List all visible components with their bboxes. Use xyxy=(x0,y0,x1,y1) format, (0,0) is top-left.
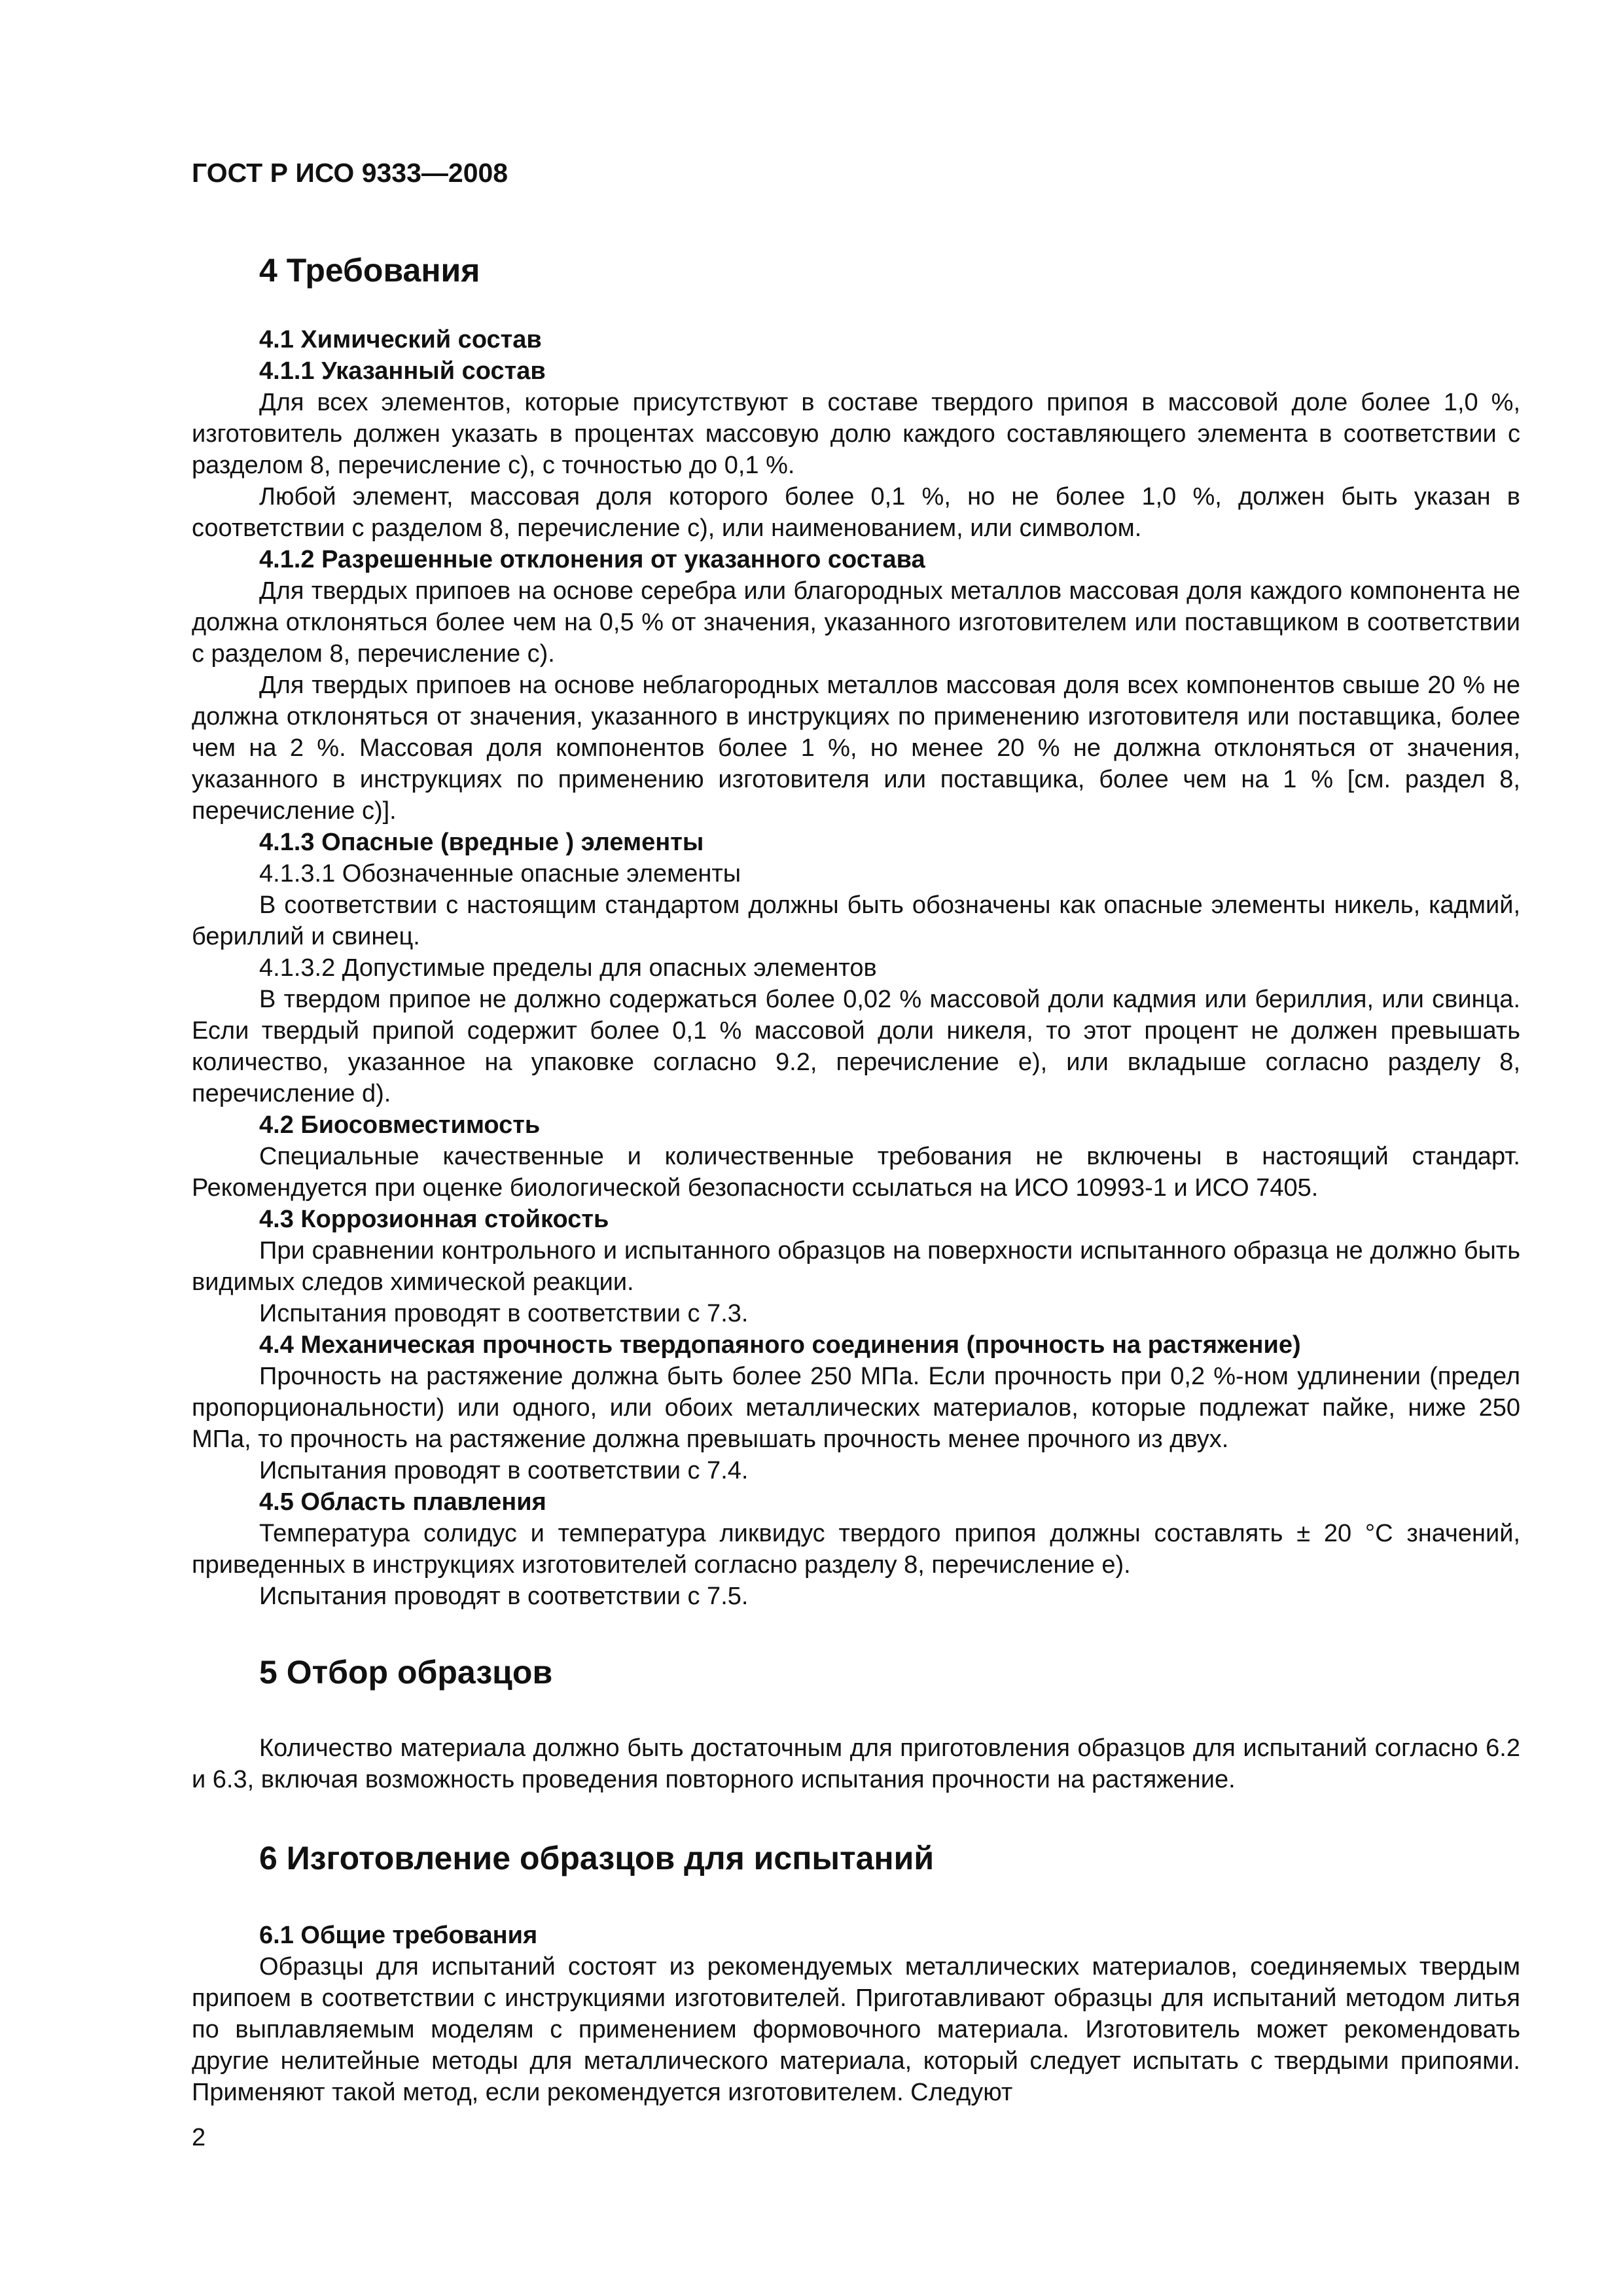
paragraph: Испытания проводят в соответствии с 7.4. xyxy=(259,1457,749,1485)
page-number: 2 xyxy=(192,2124,206,2151)
heading-4-1-3-2: 4.1.3.2 Допустимые пределы для опасных элементов xyxy=(259,954,877,982)
heading-4-1-3-1: 4.1.3.1 Обозначенные опасные элементы xyxy=(259,860,741,888)
document-page xyxy=(192,157,1520,2108)
paragraph: Количество материала должно быть достаточным для приготовления образцов для испытаний согласно 6.2 и 6.3, включая возможность проведения повторного испытания прочности на растяжение. xyxy=(192,1734,1520,1794)
paragraph: Для твердых припоев на основе серебра или благородных металлов массовая доля каждого компонента не должна отклоняться более чем на 0,5 % от значения, указанного изготовителем или поставщиком в соответствии с разделом 8, перечисление с). xyxy=(192,577,1520,668)
paragraph: Температура солидус и температура ликвидус твердого припоя должны составлять ± 20 °С значений, приведенных в инструкциях изготовителей согласно разделу 8, перечисление е). xyxy=(192,1520,1520,1579)
heading-4-2: 4.2 Биосовместимость xyxy=(259,1111,541,1139)
heading-4-1-3: 4.1.3 Опасные (вредные ) элементы xyxy=(259,829,704,857)
paragraph: Испытания проводят в соответствии с 7.5. xyxy=(259,1583,749,1611)
heading-4-1-2: 4.1.2 Разрешенные отклонения от указанного состава xyxy=(259,546,925,574)
paragraph: Специальные качественные и количественные требования не включены в настоящий стандарт. Рекомендуется при оценке биологической безопасности ссылаться на ИСО 10993-1 и ИСО 7405. xyxy=(192,1143,1520,1202)
heading-4-1-1: 4.1.1 Указанный состав xyxy=(259,357,546,386)
paragraph: Испытания проводят в соответствии с 7.3. xyxy=(259,1300,749,1328)
paragraph: Любой элемент, массовая доля которого более 0,1 %, но не более 1,0 %, должен быть указан в соответствии с разделом 8, перечисление с), или наименованием, или символом. xyxy=(192,483,1520,543)
heading-4-4: 4.4 Механическая прочность твердопаяного соединения (прочность на растяжение) xyxy=(259,1331,1301,1359)
document-header: ГОСТ Р ИСО 9333—2008 xyxy=(192,158,508,188)
paragraph: Для твердых припоев на основе неблагородных металлов массовая доля всех компонентов свыше 20 % не должна отклоняться от значения, указанного в инструкциях по применению изготовителя или поставщика, более чем на 2 %. Массовая доля компонентов более 1 %, но менее 20 % не должна отклоняться от значения, указанного в инструкциях по применению изготовителя или поставщика, более чем на 1 % [см. раздел 8, перечисление с)]. xyxy=(192,672,1520,825)
paragraph: В соответствии с настоящим стандартом должны быть обозначены как опасные элементы никель, кадмий, бериллий и свинец. xyxy=(192,891,1520,951)
paragraph: При сравнении контрольного и испытанного образцов на поверхности испытанного образца не должно быть видимых следов химической реакции. xyxy=(192,1237,1520,1297)
paragraph: Для всех элементов, которые присутствуют в составе твердого припоя в массовой доле более 1,0 %, изготовитель должен указать в процентах массовую долю каждого составляющего элемента в соответствии с разделом 8, перечисление с), с точностью до 0,1 %. xyxy=(192,389,1520,480)
section-5-title: 5 Отбор образцов xyxy=(259,1654,553,1691)
section-6-title: 6 Изготовление образцов для испытаний xyxy=(259,1840,935,1877)
paragraph: Образцы для испытаний состоят из рекомендуемых металлических материалов, соединяемых твердым припоем в соответствии с инструкциями изготовителей. Приготавливают образцы для испытаний методом литья по выплавляемым моделям с применением формовочного материала. Изготовитель может рекомендовать другие нелитейные методы для металлического материала, который следует испытать с твердыми припоями. Применяют такой метод, если рекомендуется изготовителем. Следуют xyxy=(192,1953,1520,2107)
paragraph: Прочность на растяжение должна быть более 250 МПа. Если прочность при 0,2 %-ном удлинении (предел пропорциональности) или одного, или обоих металлических материалов, которые подлежат пайке, ниже 250 МПа, то прочность на растяжение должна превышать прочность менее прочного из двух. xyxy=(192,1363,1520,1454)
heading-4-1: 4.1 Химический состав xyxy=(259,326,542,354)
section-4-title: 4 Требования xyxy=(259,252,480,289)
heading-4-5: 4.5 Область плавления xyxy=(259,1488,546,1516)
heading-4-3: 4.3 Коррозионная стойкость xyxy=(259,1206,609,1234)
heading-6-1: 6.1 Общие требования xyxy=(259,1922,538,1950)
paragraph: В твердом припое не должно содержаться более 0,02 % массовой доли кадмия или бериллия, или свинца. Если твердый припой содержит более 0,1 % массовой доли никеля, то этот процент не должен превышать количество, указанное на упаковке согласно 9.2, перечисление е), или вкладыше согласно разделу 8, перечисление d). xyxy=(192,986,1520,1108)
